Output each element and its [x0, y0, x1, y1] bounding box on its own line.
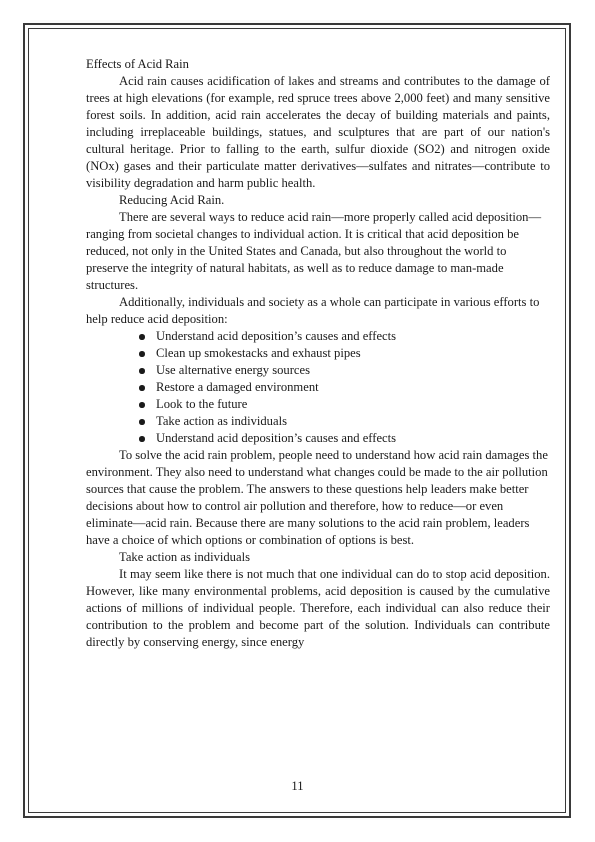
list-item-text: Use alternative energy sources — [156, 363, 310, 377]
list-item-text: Look to the future — [156, 397, 248, 411]
individual-paragraph: It may seem like there is not much that one individual can do to stop acid deposition. However, like many environmental problems, acid deposition is caused by the cumulative actions of millions of individual people. Therefore, each individual can also reduce their contribution to the problem and become part of the solution. Individuals can contribute directly by conserving energy, since energy — [86, 567, 550, 649]
list-item — [86, 328, 550, 345]
page-body — [86, 56, 550, 651]
subheading-reducing-acid-rain: Reducing Acid Rain. — [119, 193, 225, 207]
list-item — [86, 396, 550, 413]
list-item-text: Clean up smokestacks and exhaust pipes — [156, 346, 361, 360]
bullet-icon — [139, 385, 145, 391]
list-item — [86, 430, 550, 447]
bullet-icon — [139, 402, 145, 408]
page-number: 11 — [291, 779, 304, 793]
list-item-text: Understand acid deposition’s causes and effects — [156, 329, 397, 343]
bullet-icon — [139, 436, 145, 442]
section-heading: Effects of Acid Rain — [86, 57, 189, 71]
list-item-text: Restore a damaged environment — [156, 380, 319, 394]
efforts-paragraph: Additionally, individuals and society as a whole can participate in various efforts to help reduce acid deposition: — [86, 295, 540, 326]
list-item — [86, 379, 550, 396]
list-item — [86, 413, 550, 430]
bullet-list — [86, 328, 550, 447]
list-item-text: Understand acid deposition’s causes and effects — [156, 431, 397, 445]
bullet-icon — [139, 419, 145, 425]
reduce-paragraph: There are several ways to reduce acid rain—more properly called acid deposition—ranging from societal changes to individual action. It is critical that acid deposition be reduced, not only in the United States and Canada, but also throughout the world to preserve the integrity of natural habitats, as well as to reduce damage to man-made structures. — [86, 210, 542, 292]
bullet-icon — [139, 368, 145, 374]
list-item-text: Take action as individuals — [156, 414, 287, 428]
subheading-take-action: Take action as individuals — [119, 550, 250, 564]
solve-paragraph: To solve the acid rain problem, people need to understand how acid rain damages the environment. They also need to understand what changes could be made to the air pollution sources that cause the problem. The answers to these questions help leaders make better decisions about how to control air pollution and therefore, how to reduce—or even eliminate—acid rain. Because there are many solutions to the acid rain problem, leaders have a choice of which options or combination of options is best. — [86, 448, 548, 547]
effects-paragraph: Acid rain causes acidification of lakes and streams and contributes to the damage of trees at high elevations (for example, red spruce trees above 2,000 feet) and many sensitive forest soils. In addition, acid rain accelerates the decay of building materials and paints, including irreplaceable buildings, statues, and sculptures that are part of our nation's cultural heritage. Prior to falling to the earth, sulfur dioxide (SO2) and nitrogen oxide (NOx) gases and their particulate matter derivatives—sulfates and nitrates—contribute to visibility degradation and harm public health. — [86, 74, 550, 190]
list-item — [86, 362, 550, 379]
list-item — [86, 345, 550, 362]
bullet-icon — [139, 334, 145, 340]
bullet-icon — [139, 351, 145, 357]
